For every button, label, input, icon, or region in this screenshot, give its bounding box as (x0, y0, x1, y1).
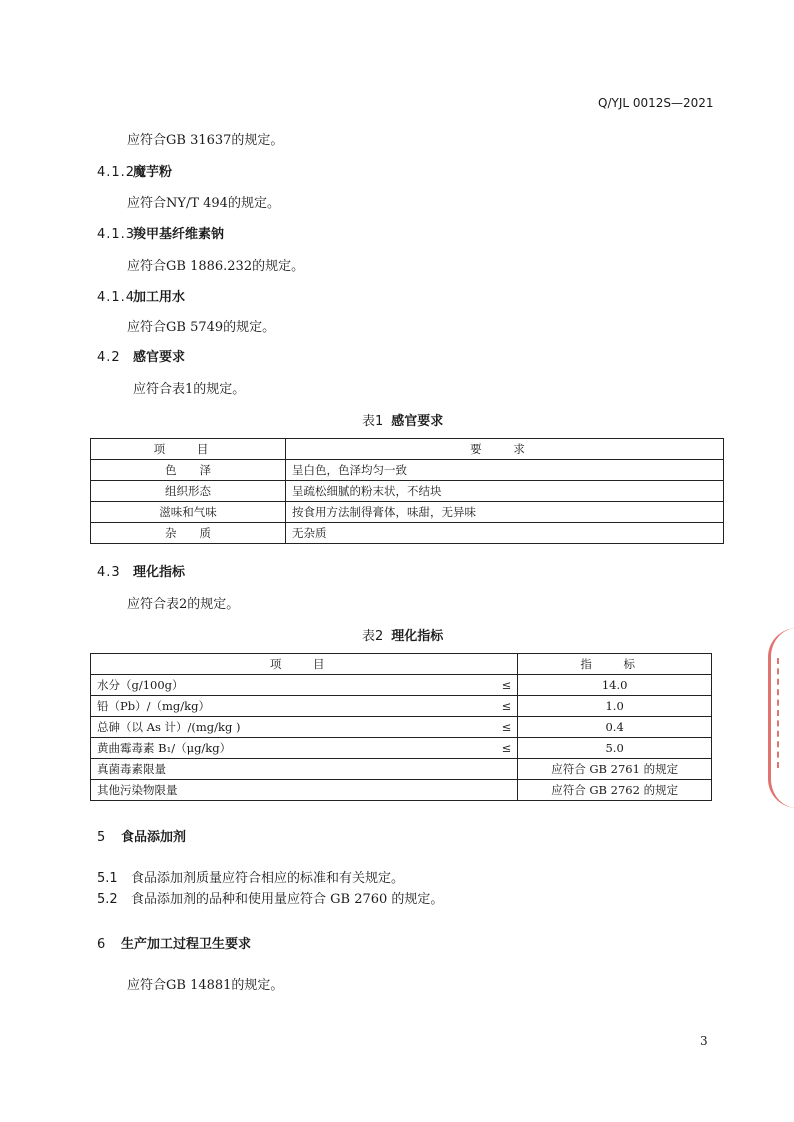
table-header-row (91, 654, 712, 675)
clause-4-1-3-heading (97, 223, 224, 242)
clause-5-2 (97, 888, 443, 907)
table1-caption-number: 表1 (362, 414, 384, 429)
item-cell: 组织形态 (91, 481, 286, 502)
clause-title: 感官要求 (133, 350, 186, 365)
clause-number: 4.2 (97, 350, 121, 365)
clause-4-1-4-text: 应符合GB 5749的规定。 (127, 320, 276, 335)
clause-text: 食品添加剂质量应符合相应的标准和有关规定。 (131, 871, 405, 886)
table-header-row (91, 439, 724, 460)
value-cell: 5.0 (518, 738, 712, 759)
clause-4-1-2-text: 应符合NY/T 494的规定。 (127, 196, 280, 211)
clause-title: 魔芋粉 (133, 165, 173, 180)
operator-cell: ≤ (487, 696, 518, 717)
operator-cell (487, 780, 518, 801)
value-cell: 应符合 GB 2761 的规定 (518, 759, 712, 780)
table2-caption-number: 表2 (362, 629, 384, 644)
item-cell: 真菌毒素限量 (91, 759, 488, 780)
physicochemical-indicators-table (90, 653, 712, 801)
clause-4-1-1-text: 应符合GB 31637的规定。 (127, 133, 284, 148)
clause-number: 5 (97, 830, 107, 845)
operator-cell (487, 759, 518, 780)
clause-number: 5.1 (97, 871, 118, 886)
page-number: 3 (700, 1034, 708, 1048)
clause-number: 4.3 (97, 565, 121, 580)
clause-text: 食品添加剂的品种和使用量应符合 GB 2760 的规定。 (131, 892, 444, 907)
clause-4-1-3-text: 应符合GB 1886.232的规定。 (127, 259, 305, 274)
table-row (91, 696, 712, 717)
value-cell: 14.0 (518, 675, 712, 696)
column-header-indicator: 指 标 (518, 654, 712, 675)
item-cell: 水分（g/100g） (91, 675, 488, 696)
clause-title: 食品添加剂 (121, 830, 187, 845)
item-cell: 杂 质 (91, 523, 286, 544)
red-seal-stamp (768, 628, 794, 808)
sensory-requirements-table (90, 438, 724, 544)
column-header-requirement: 要 求 (286, 439, 724, 460)
operator-cell: ≤ (487, 717, 518, 738)
clause-5-1 (97, 867, 404, 886)
item-cell: 色 泽 (91, 460, 286, 481)
requirement-cell: 无杂质 (286, 523, 724, 544)
table-row (91, 523, 724, 544)
table1-caption (362, 410, 443, 429)
table2-caption-title: 理化指标 (391, 629, 444, 644)
requirement-cell: 呈疏松细腻的粉末状，不结块 (286, 481, 724, 502)
item-cell: 滋味和气味 (91, 502, 286, 523)
clause-4-1-2-heading (97, 161, 172, 180)
table-row (91, 675, 712, 696)
document-code: Q/YJL 0012S—2021 (598, 96, 714, 110)
table1-caption-title: 感官要求 (391, 414, 444, 429)
table-row (91, 738, 712, 759)
table2-caption (362, 625, 443, 644)
requirement-cell: 按食用方法制得膏体，味甜，无异味 (286, 502, 724, 523)
item-cell: 总砷（以 As 计）/(mg/kg ) (91, 717, 488, 738)
item-cell: 铅（Pb）/（mg/kg） (91, 696, 488, 717)
table-row (91, 502, 724, 523)
clause-5-heading (97, 826, 186, 845)
operator-cell: ≤ (487, 675, 518, 696)
requirement-cell: 呈白色，色泽均匀一致 (286, 460, 724, 481)
table-row (91, 780, 712, 801)
clause-6-heading (97, 933, 251, 952)
table-row (91, 460, 724, 481)
clause-number: 4.1.2 (97, 165, 136, 180)
value-cell: 应符合 GB 2762 的规定 (518, 780, 712, 801)
table-row (91, 759, 712, 780)
clause-4-1-4-heading (97, 286, 185, 305)
clause-4-2-text: 应符合表1的规定。 (133, 382, 246, 397)
clause-title: 理化指标 (133, 565, 186, 580)
clause-number: 5.2 (97, 892, 118, 907)
clause-4-3-text: 应符合表2的规定。 (127, 597, 240, 612)
value-cell: 0.4 (518, 717, 712, 738)
item-cell: 黄曲霉毒素 B₁/（μg/kg） (91, 738, 488, 759)
clause-title: 加工用水 (133, 290, 186, 305)
item-cell: 其他污染物限量 (91, 780, 488, 801)
clause-6-text: 应符合GB 14881的规定。 (127, 978, 284, 993)
table-row (91, 717, 712, 738)
clause-4-2-heading (97, 346, 185, 365)
column-header-item: 项 目 (91, 654, 518, 675)
clause-title: 生产加工过程卫生要求 (121, 937, 252, 952)
value-cell: 1.0 (518, 696, 712, 717)
clause-number: 4.1.3 (97, 227, 136, 242)
operator-cell: ≤ (487, 738, 518, 759)
clause-4-3-heading (97, 561, 185, 580)
clause-title: 羧甲基纤维素钠 (133, 227, 225, 242)
clause-number: 6 (97, 937, 107, 952)
column-header-item: 项 目 (91, 439, 286, 460)
table-row (91, 481, 724, 502)
clause-number: 4.1.4 (97, 290, 136, 305)
